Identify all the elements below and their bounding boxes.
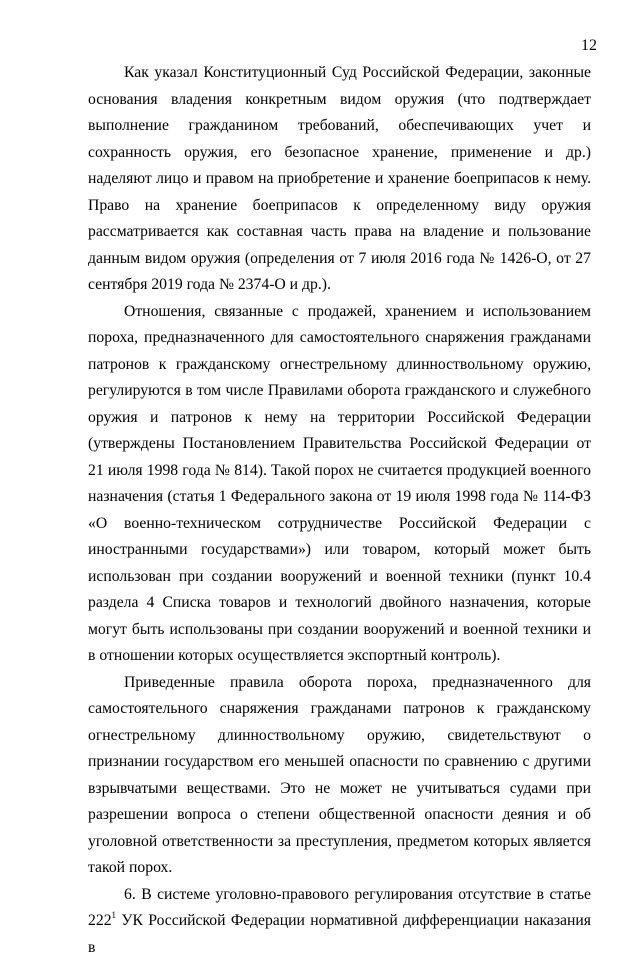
page-number: 12 <box>581 36 597 56</box>
paragraph-criminal-regulation <box>88 882 591 961</box>
paragraph-criminal-regulation-start: 6. В системе уголовно-правового регулирования отсутствие в статье 222 <box>88 886 591 930</box>
paragraph-criminal-regulation-end: УК Российской Федерации нормативной дифференциации наказания в <box>88 912 591 956</box>
paragraph-gunpowder-relations: Отношения, связанные с продажей, хранением и использованием пороха, предназначенного для самостоятельного снаряжения гражданами патронов к гражданскому огнестрельному длинноствольному оружию, регулируются в том числе Правилами оборота гражданского и служебного оружия и патронов к нему на территории Российской Федерации (утверждены Постановлением Правительства Российской Федерации от 21 июля 1998 года № 814). Такой порох не считается продукцией военного назначения (статья 1 Федерального закона от 19 июля 1998 года № 114-ФЗ «О военно-техническом сотрудничестве Российской Федерации с иностранными государствами») или товаром, который может быть использован при создании вооружений и военной техники (пункт 10.4 раздела 4 Списка товаров и технологий двойного назначения, которые могут быть использованы при создании вооружений и военной техники и в отношении которых осуществляется экспортный контроль). <box>88 299 591 670</box>
paragraph-constitutional-court: Как указал Конституционный Суд Российской Федерации, законные основания владения конкретным видом оружия (что подтверждает выполнение гражданином требований, обеспечивающих учет и сохранность оружия, его безопасное хранение, применение и др.) наделяют лицо и правом на приобретение и хранение боеприпасов к нему. Право на хранение боеприпасов к определенному виду оружия рассматривается как составная часть права на владение и пользование данным видом оружия (определения от 7 июля 2016 года № 1426-О, от 27 сентября 2019 года № 2374-О и др.). <box>88 60 591 299</box>
article-superscript: 1 <box>112 910 117 920</box>
document-body <box>88 60 591 961</box>
paragraph-circulation-rules: Приведенные правила оборота пороха, предназначенного для самостоятельного снаряжения гражданами патронов к гражданскому огнестрельному длинноствольному оружию, свидетельствуют о признании государством его меньшей опасности по сравнению с другими взрывчатыми веществами. Это не может не учитываться судами при разрешении вопроса о степени общественной опасности деяния и об уголовной ответственности за преступления, предметом которых является такой порох. <box>88 670 591 882</box>
